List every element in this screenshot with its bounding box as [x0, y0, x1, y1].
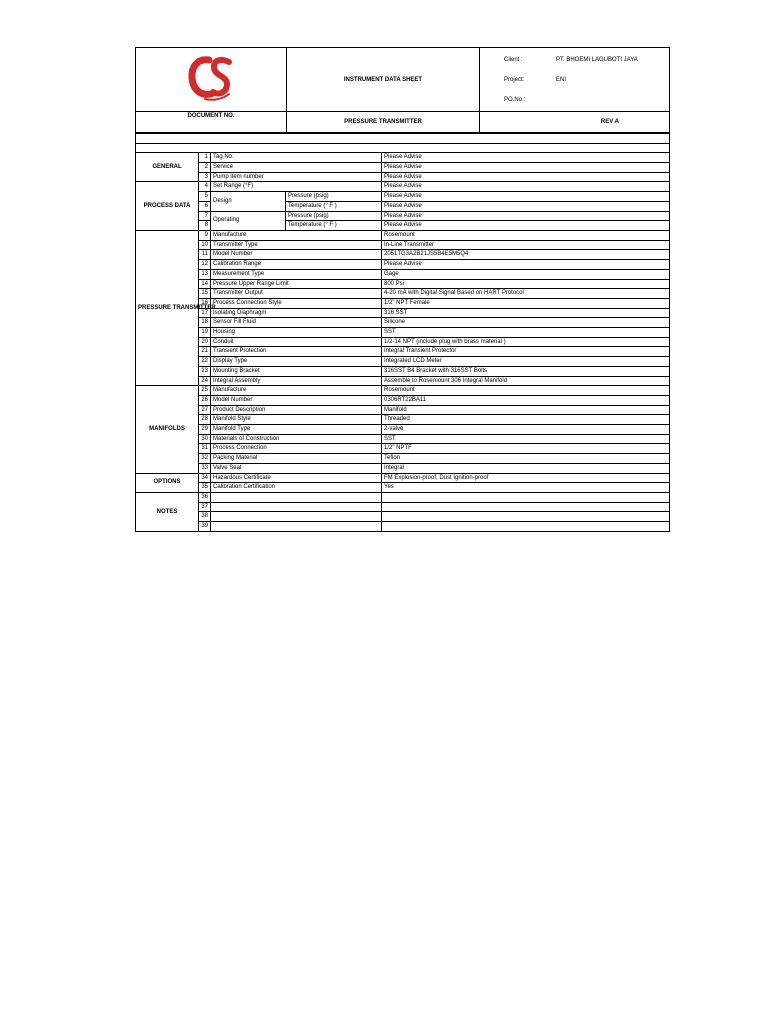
row-value: Integral Transient Protector — [382, 347, 670, 357]
row-label: Isolating Diaphragm — [211, 308, 382, 318]
row-value: Assemble to Rosemount 306 Integral Manifold — [382, 376, 670, 386]
table-row — [136, 502, 670, 512]
table-row — [136, 231, 670, 241]
table-row — [136, 483, 670, 493]
table-row — [136, 463, 670, 473]
row-value: SST — [382, 328, 670, 338]
doc-subtitle: PRESSURE TRANSMITTER — [287, 112, 480, 133]
row-value: SST — [382, 434, 670, 444]
section-notes: NOTES — [136, 492, 199, 531]
row-number: 23 — [199, 366, 211, 376]
table-row — [136, 211, 670, 221]
row-number: 38 — [199, 512, 211, 522]
project-value: ENI — [556, 76, 567, 83]
row-label: Calibration Range — [211, 260, 382, 270]
row-value: Gage — [382, 269, 670, 279]
table-row — [136, 473, 670, 483]
row-value: Integrated LCD Meter — [382, 357, 670, 367]
row-label: Manufacture — [211, 231, 382, 241]
row-number: 31 — [199, 444, 211, 454]
table-row — [136, 289, 670, 299]
row-label: Housing — [211, 328, 382, 338]
table-row — [136, 163, 670, 173]
row-number: 4 — [199, 182, 211, 192]
row-value: Yes — [382, 483, 670, 493]
row-label: Operating — [211, 211, 286, 230]
row-label: Materials of Construction — [211, 434, 382, 444]
table-row — [136, 357, 670, 367]
row-number: 32 — [199, 454, 211, 464]
row-number: 11 — [199, 250, 211, 260]
row-value: Threaded — [382, 415, 670, 425]
row-value: Integral — [382, 463, 670, 473]
table-row — [136, 522, 670, 532]
row-number: 8 — [199, 221, 211, 231]
client-value: PT. BHOEMI LAGUBOTI JAYA — [556, 56, 638, 63]
instrument-data-sheet — [135, 47, 669, 532]
section-pressure-transmitter: PRESSURE TRANSMITTER — [136, 231, 199, 386]
row-number: 5 — [199, 192, 211, 202]
section-manifolds: MANIFOLDS — [136, 386, 199, 473]
row-value: 1/2-14 NPT (include plug with brass material ) — [382, 337, 670, 347]
table-row — [136, 250, 670, 260]
row-label: Service — [211, 163, 382, 173]
table-row — [136, 376, 670, 386]
table-row — [136, 444, 670, 454]
row-value — [382, 502, 670, 512]
row-value: 2-valve — [382, 425, 670, 435]
table-row — [136, 434, 670, 444]
row-number: 14 — [199, 279, 211, 289]
row-value: Please Advise — [382, 153, 670, 163]
row-label: Model Number — [211, 250, 382, 260]
document-no-label: DOCUMENT NO. — [136, 112, 287, 133]
row-number: 20 — [199, 337, 211, 347]
row-label: Design — [211, 192, 286, 211]
row-number: 21 — [199, 347, 211, 357]
table-row — [136, 386, 670, 396]
row-number: 35 — [199, 483, 211, 493]
spacer-row — [136, 143, 670, 153]
row-label: Sensor Fill Fluid — [211, 318, 382, 328]
table-row — [136, 308, 670, 318]
row-label: Valve Seat — [211, 463, 382, 473]
row-value: Please Advise — [382, 172, 670, 182]
client-label: Client : — [504, 56, 523, 63]
row-label: Mounting Bracket — [211, 366, 382, 376]
row-label: Transmitter Output — [211, 289, 382, 299]
doc-title: INSTRUMENT DATA SHEET — [287, 48, 480, 112]
row-value: Please Advise — [382, 260, 670, 270]
sheet-header — [135, 47, 670, 133]
row-value: Teflon — [382, 454, 670, 464]
row-label — [211, 512, 382, 522]
row-label: Set Range (°F) — [211, 182, 382, 192]
row-number: 13 — [199, 269, 211, 279]
row-number: 9 — [199, 231, 211, 241]
table-row — [136, 425, 670, 435]
row-sublabel: Pressure (psig) — [286, 211, 382, 221]
row-label — [211, 492, 382, 502]
row-label — [211, 502, 382, 512]
table-row — [136, 366, 670, 376]
row-number: 36 — [199, 492, 211, 502]
row-number: 2 — [199, 163, 211, 173]
row-number: 12 — [199, 260, 211, 270]
row-value: Please Advise — [382, 201, 670, 211]
row-number: 15 — [199, 289, 211, 299]
table-row — [136, 454, 670, 464]
section-process-data: PROCESS DATA — [136, 182, 199, 231]
row-value: Rosemount — [382, 386, 670, 396]
company-logo-icon — [187, 52, 235, 102]
row-value — [382, 492, 670, 502]
row-value: Manifold — [382, 405, 670, 415]
row-value: 1/2" NPT Female — [382, 298, 670, 308]
row-label: Calibration Certification — [211, 483, 382, 493]
row-number: 6 — [199, 201, 211, 211]
table-row — [136, 337, 670, 347]
revision: REV A — [480, 112, 670, 133]
client-info — [480, 48, 670, 112]
row-label: Manifold Style — [211, 415, 382, 425]
project-label: Project: — [504, 76, 525, 83]
table-row — [136, 347, 670, 357]
row-label: Transient Protection — [211, 347, 382, 357]
row-number: 25 — [199, 386, 211, 396]
row-label: Manufacture — [211, 386, 382, 396]
row-value: 800 Psi — [382, 279, 670, 289]
row-value: 316 SST — [382, 308, 670, 318]
row-number: 37 — [199, 502, 211, 512]
table-row — [136, 395, 670, 405]
row-label: Display Type — [211, 357, 382, 367]
row-label: Hazardous Certificate — [211, 473, 382, 483]
row-value: Please Advise — [382, 192, 670, 202]
table-row — [136, 153, 670, 163]
row-number: 24 — [199, 376, 211, 386]
table-row — [136, 182, 670, 192]
table-row — [136, 279, 670, 289]
row-value — [382, 522, 670, 532]
row-label: Process Connection Style — [211, 298, 382, 308]
row-label: Integral Assembly — [211, 376, 382, 386]
row-sublabel: Temperature (° F ) — [286, 201, 382, 211]
table-row — [136, 192, 670, 202]
row-value: Please Advise — [382, 182, 670, 192]
row-value: FM Explosion-proof, Dust Ignition-proof — [382, 473, 670, 483]
row-sublabel: Temperature (° F ) — [286, 221, 382, 231]
row-number: 7 — [199, 211, 211, 221]
spacer-row — [136, 134, 670, 144]
row-number: 33 — [199, 463, 211, 473]
row-sublabel: Pressure (psig) — [286, 192, 382, 202]
table-row — [136, 512, 670, 522]
row-value: 0306RT22BA11 — [382, 395, 670, 405]
row-label: Tag No. — [211, 153, 382, 163]
section-options: OPTIONS — [136, 473, 199, 492]
row-value: In-Line Transmitter — [382, 240, 670, 250]
row-number: 28 — [199, 415, 211, 425]
po-label: PO.No : — [504, 96, 526, 103]
row-value: Please Advise — [382, 221, 670, 231]
row-label: Product Description — [211, 405, 382, 415]
table-row — [136, 298, 670, 308]
table-row — [136, 492, 670, 502]
row-value: 1/2" NPTF — [382, 444, 670, 454]
row-value: 4-20 mA with Digital Signal Based on HART Protocol — [382, 289, 670, 299]
row-label: Process Connection — [211, 444, 382, 454]
row-label: Transmitter Type — [211, 240, 382, 250]
table-row — [136, 415, 670, 425]
data-table — [135, 133, 670, 532]
row-label: Pump item number — [211, 172, 382, 182]
row-number: 19 — [199, 328, 211, 338]
table-row — [136, 328, 670, 338]
row-number: 29 — [199, 425, 211, 435]
row-number: 3 — [199, 172, 211, 182]
row-label: Model Number — [211, 395, 382, 405]
row-value — [382, 512, 670, 522]
row-value: Please Advise — [382, 163, 670, 173]
row-number: 39 — [199, 522, 211, 532]
table-row — [136, 269, 670, 279]
table-row — [136, 318, 670, 328]
table-row — [136, 260, 670, 270]
row-number: 10 — [199, 240, 211, 250]
table-row — [136, 405, 670, 415]
row-number: 17 — [199, 308, 211, 318]
row-number: 16 — [199, 298, 211, 308]
company-logo — [136, 48, 287, 112]
row-label: Packing Material — [211, 454, 382, 464]
row-number: 30 — [199, 434, 211, 444]
row-number: 27 — [199, 405, 211, 415]
row-label: Manifold Type — [211, 425, 382, 435]
row-number: 34 — [199, 473, 211, 483]
row-label: Measurement Type — [211, 269, 382, 279]
row-number: 18 — [199, 318, 211, 328]
row-value: Silicone — [382, 318, 670, 328]
row-label: Pressure Upper Range Limit — [211, 279, 382, 289]
row-number: 22 — [199, 357, 211, 367]
row-number: 1 — [199, 153, 211, 163]
row-value: 316SST B4 Bracket with 316SST Bolts — [382, 366, 670, 376]
row-label — [211, 522, 382, 532]
row-value: 2051TG3A2B21JS5B4E5M5Q4 — [382, 250, 670, 260]
table-row — [136, 240, 670, 250]
row-value: Rosemount — [382, 231, 670, 241]
table-row — [136, 172, 670, 182]
section-general: GENERAL — [136, 153, 199, 182]
row-label: Conduit — [211, 337, 382, 347]
row-number: 26 — [199, 395, 211, 405]
row-value: Please Advise — [382, 211, 670, 221]
